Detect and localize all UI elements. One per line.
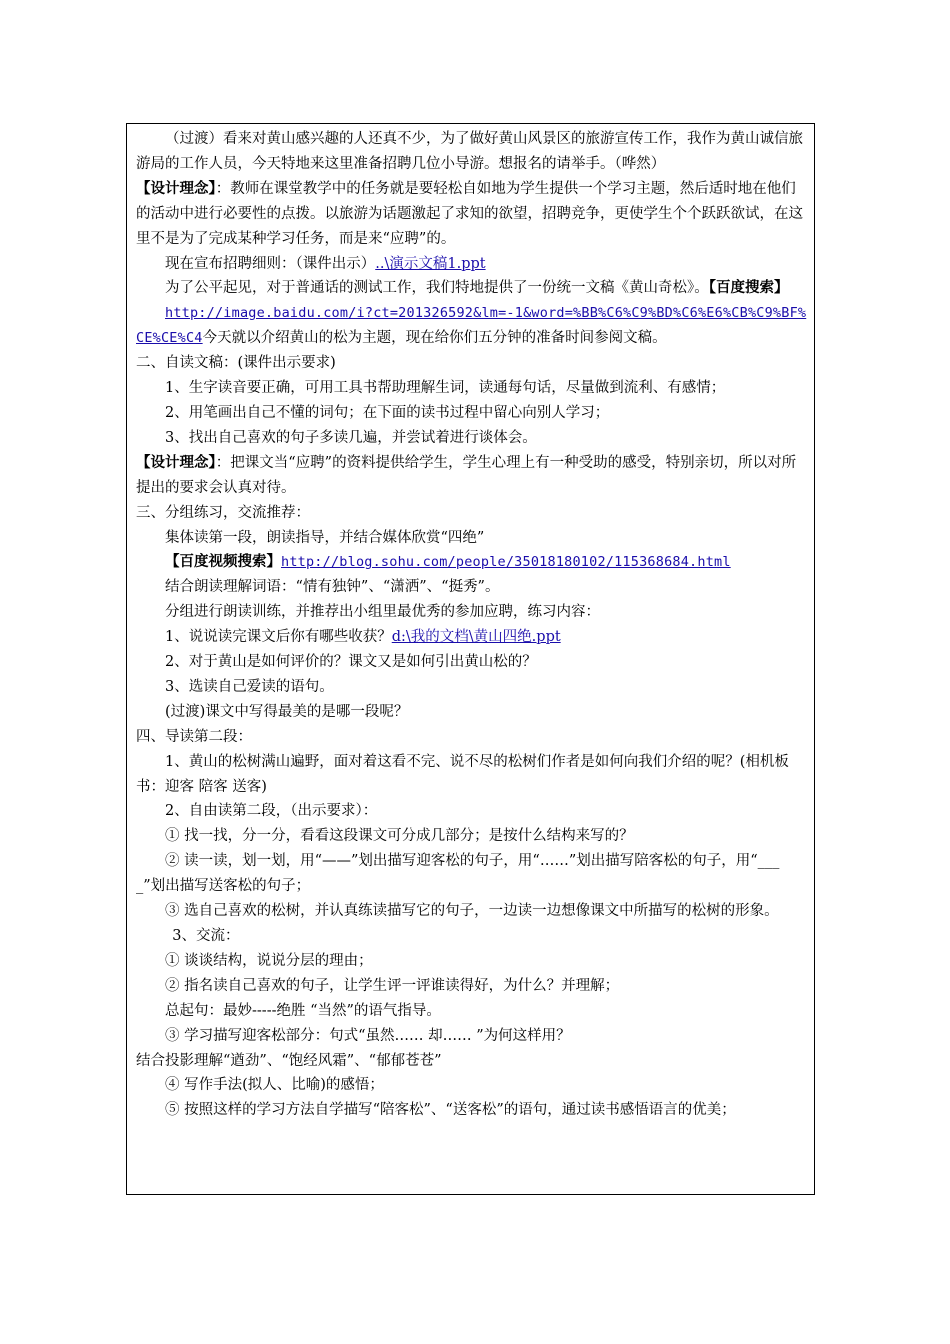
sohu-blog-link[interactable]: http://blog.sohu.com/people/35018180102/115368684.html: [281, 554, 731, 571]
list-item: ③ 学习描写迎客松部分：句式“虽然…… 却…… ”为何这样用？: [165, 1027, 571, 1044]
list-item: 1、黄山的松树满山遍野，面对着这看不完、说不尽的松树们作者是如何向我们介绍的呢？(相机板书：迎客 陪客 送客): [136, 753, 789, 795]
paragraph-video-search: [136, 550, 808, 575]
fairness-text: 为了公平起见，对于普通话的测试工作，我们特地提供了一份统一文稿《黄山奇松》。: [165, 280, 709, 297]
paragraph-baidu-link: [136, 301, 808, 351]
list-item: 3、交流：: [172, 928, 240, 944]
list-item: 3、选读自己爱读的语句。: [165, 678, 334, 695]
paragraph-design-1: [136, 177, 808, 252]
recruit-text: 现在宣布招聘细则：（课件出示）: [165, 255, 376, 272]
list-item: ② 读一读，划一划，用“——”划出描写迎客松的句子，用“……”划出描写陪客松的句子，用“____”划出描写送客松的句子；: [136, 853, 780, 895]
local-ppt-link[interactable]: d:\我的文档\黄山四绝.ppt: [391, 629, 561, 646]
list-item: 2、自由读第二段，（出示要求）：: [165, 803, 378, 820]
question-text: 1、说说读完课文后你有哪些收获？: [165, 629, 392, 646]
design-label: 【设计理念】: [136, 179, 216, 197]
list-item: 结合朗读理解词语：“情有独钟”、“潇洒”、“挺秀”。: [165, 579, 500, 596]
baidu-image-link[interactable]: http://image.baidu.com/i?ct=201326592&lm=-1&word=%BB%C6%C9%BD%C6%E6%CB%C9%BF%CE%CE%C4: [136, 305, 807, 347]
list-item: 2、对于黄山是如何评价的？课文又是如何引出黄山松的？: [165, 654, 537, 671]
list-item: 2、用笔画出自己不懂的词句；在下面的读书过程中留心向别人学习；: [165, 404, 610, 421]
section-heading-4: 四、导读第二段：: [136, 728, 252, 745]
list-item: ① 找一找，分一分，看看这段课文可分成几部分；是按什么结构来写的？: [165, 828, 634, 845]
design-label: 【设计理念】: [136, 453, 216, 471]
list-item: 分组进行朗读训练，并推荐出小组里最优秀的参加应聘，练习内容：: [165, 604, 600, 621]
list-item: ③ 选自己喜欢的松树，并认真练读描写它的句子，一边读一边想像课文中所描写的松树的形象。: [165, 903, 779, 920]
ppt-link[interactable]: ..\演示文稿1.ppt: [375, 255, 486, 272]
paragraph-design-2: [136, 451, 808, 501]
list-item: ② 指名读自己喜欢的句子，让学生评一评谁读得好，为什么？并理解；: [165, 977, 620, 994]
list-item: 1、生字读音要正确，可用工具书帮助理解生词，读通每句话，尽量做到流利、有感情；: [165, 380, 726, 397]
list-item: ④ 写作手法(拟人、比喻)的感悟；: [165, 1077, 384, 1094]
list-item: 总起句：最妙-----绝胜 “当然”的语气指导。: [165, 1002, 441, 1019]
list-item: (过渡)课文中写得最美的是哪一段呢？: [165, 703, 409, 720]
paragraph-recruit: [136, 252, 808, 277]
list-item: 集体读第一段，朗读指导，并结合媒体欣赏“四绝”: [165, 529, 485, 546]
list-item: ① 谈谈结构，说说分层的理由；: [165, 952, 373, 969]
design-text: ：教师在课堂教学中的任务就是要轻松自如地为学生提供一个学习主题，然后适时地在他们的活动中进行必要性的点拨。以旅游为话题激起了求知的欲望，招聘竞争，更使学生个个跃跃欲试，在这里不是为了完成某种学习任务，而是来“应聘”的。: [136, 180, 803, 247]
list-item: ⑤ 按照这样的学习方法自学描写“陪客松”、“送客松”的语句，通过读书感悟语言的优美；: [165, 1102, 736, 1119]
baidu-link-text: 今天就以介绍黄山的松为主题，现在给你们五分钟的准备时间参阅文稿。: [202, 330, 667, 347]
paragraph-fairness: [136, 276, 808, 301]
paragraph-transition: （过渡）看来对黄山感兴趣的人还真不少，为了做好黄山风景区的旅游宣传工作，我作为黄山诚信旅游局的工作人员，今天特地来这里准备招聘几位小导游。想报名的请举手。（哗然）: [136, 131, 803, 172]
baidu-search-label: 【百度搜索】: [708, 279, 789, 297]
design-text: ：把课文当“应聘”的资料提供给学生，学生心理上有一种受助的感受，特别亲切，所以对所提出的要求会认真对待。: [136, 454, 797, 496]
list-item: 结合投影理解“遒劲”、“饱经风霜”、“郁郁苍苍”: [136, 1052, 442, 1069]
section-heading-2: 二、自读文稿：(课件出示要求): [136, 355, 336, 372]
list-item: 3、找出自己喜欢的句子多读几遍，并尝试着进行谈体会。: [165, 429, 537, 446]
list-item: [136, 625, 808, 650]
section-heading-3: 三、分组练习，交流推荐：: [136, 504, 310, 521]
video-search-label: 【百度视频搜索】: [165, 553, 281, 571]
document-body: [136, 127, 808, 1123]
